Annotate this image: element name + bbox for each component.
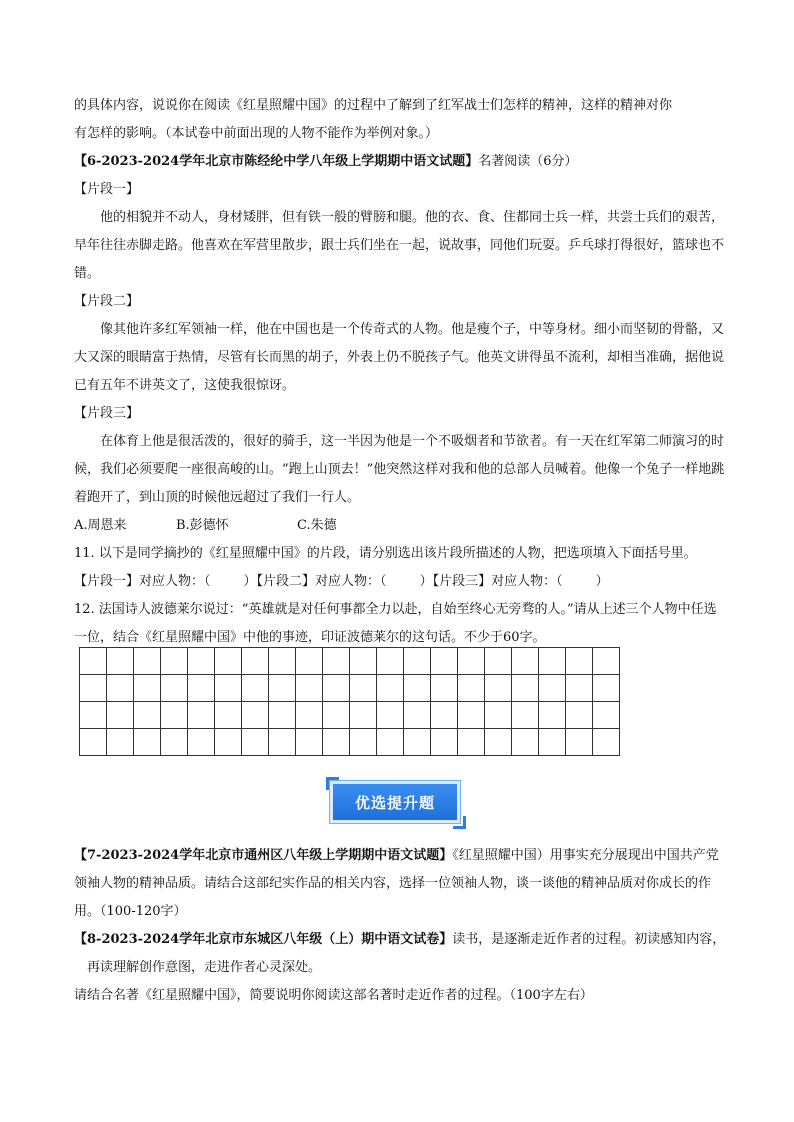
fragment-2-label: 【片段二】 (74, 294, 140, 309)
grid-cell[interactable] (377, 702, 404, 729)
grid-cell[interactable] (566, 675, 593, 702)
q6-heading (74, 148, 726, 176)
grid-cell[interactable] (134, 702, 161, 729)
grid-cell[interactable] (161, 729, 188, 756)
grid-cell[interactable] (80, 729, 107, 756)
grid-cell[interactable] (404, 702, 431, 729)
grid-cell[interactable] (134, 729, 161, 756)
grid-cell[interactable] (485, 702, 512, 729)
grid-cell[interactable] (107, 729, 134, 756)
q7-source: 【7-2023-2024学年北京市通州区八年级上学期期中语文试题】 (74, 848, 453, 863)
question-7 (74, 842, 726, 926)
option-a: A.周恩来 (74, 518, 127, 533)
grid-cell[interactable] (539, 675, 566, 702)
grid-cell[interactable] (458, 702, 485, 729)
grid-cell[interactable] (80, 648, 107, 675)
grid-cell[interactable] (296, 702, 323, 729)
grid-cell[interactable] (593, 648, 620, 675)
grid-cell[interactable] (566, 702, 593, 729)
grid-cell[interactable] (215, 729, 242, 756)
question-8-prompt: 请结合名著《红星照耀中国》，简要说明你阅读这部名著时走近作者的过程。（100字左右） (74, 988, 593, 1003)
question-12: 12. 法国诗人波德莱尔说过：“英雄就是对任何事都全力以赴，自始至终心无旁骛的人。”请从上述三个人物中任选一位，结合《红星照耀中国》中他的事迹，印证波德莱尔的这句话。不少于60字。 (74, 602, 717, 645)
grid-cell[interactable] (512, 702, 539, 729)
grid-cell[interactable] (431, 702, 458, 729)
grid-cell[interactable] (539, 648, 566, 675)
grid-cell[interactable] (593, 702, 620, 729)
grid-cell[interactable] (269, 675, 296, 702)
q6-source: 【6-2023-2024学年北京市陈经纶中学八年级上学期期中语文试题】 (74, 154, 479, 169)
grid-cell[interactable] (188, 702, 215, 729)
grid-cell[interactable] (107, 702, 134, 729)
grid-cell[interactable] (350, 729, 377, 756)
grid-cell[interactable] (242, 675, 269, 702)
grid-cell[interactable] (458, 675, 485, 702)
question-8 (74, 926, 726, 982)
grid-cell[interactable] (350, 648, 377, 675)
q7-text: 《红星照耀中国）用事实充分展现出中国共产党领袖人物的精神品质。请结合这部纪实作品的相关内容，选择一位领袖人物，谈一谈他的精神品质对你成长的作用。（100-120字） (74, 848, 719, 919)
answer-grid[interactable] (79, 647, 620, 756)
grid-cell[interactable] (539, 729, 566, 756)
grid-cell[interactable] (566, 729, 593, 756)
intro-line-2: 有怎样的影响。（本试卷中前面出现的人物不能作为举例对象。） (74, 126, 439, 141)
grid-cell[interactable] (242, 702, 269, 729)
option-b: B.彭德怀 (176, 518, 229, 533)
grid-cell[interactable] (215, 675, 242, 702)
grid-cell[interactable] (80, 675, 107, 702)
grid-cell[interactable] (566, 648, 593, 675)
grid-cell[interactable] (215, 648, 242, 675)
grid-cell[interactable] (107, 675, 134, 702)
grid-cell[interactable] (593, 729, 620, 756)
grid-cell[interactable] (296, 648, 323, 675)
q8-text: 读书，是逐渐走近作者的过程。初读感知内容，再读理解创作意图，走进作者心灵深处。 (87, 932, 726, 975)
grid-cell[interactable] (350, 702, 377, 729)
grid-cell[interactable] (512, 729, 539, 756)
grid-cell[interactable] (323, 702, 350, 729)
grid-cell[interactable] (161, 702, 188, 729)
grid-cell[interactable] (188, 648, 215, 675)
option-c: C.朱德 (297, 518, 337, 533)
banner-label: 优选提升题 (330, 781, 460, 823)
fragment-3-label: 【片段三】 (74, 406, 140, 421)
grid-cell[interactable] (593, 675, 620, 702)
grid-cell[interactable] (404, 648, 431, 675)
grid-cell[interactable] (161, 675, 188, 702)
grid-cell[interactable] (323, 648, 350, 675)
grid-cell[interactable] (215, 702, 242, 729)
grid-cell[interactable] (296, 675, 323, 702)
grid-cell[interactable] (458, 729, 485, 756)
lower-section (74, 842, 726, 1010)
grid-cell[interactable] (485, 675, 512, 702)
grid-cell[interactable] (269, 729, 296, 756)
grid-cell[interactable] (107, 648, 134, 675)
grid-cell[interactable] (404, 729, 431, 756)
grid-cell[interactable] (80, 702, 107, 729)
grid-cell[interactable] (242, 729, 269, 756)
grid-cell[interactable] (377, 648, 404, 675)
grid-cell[interactable] (242, 648, 269, 675)
grid-cell[interactable] (431, 729, 458, 756)
banner-corner-bottom-right (453, 816, 466, 829)
grid-cell[interactable] (431, 675, 458, 702)
grid-cell[interactable] (188, 729, 215, 756)
answer-options (74, 512, 726, 540)
grid-cell[interactable] (134, 675, 161, 702)
grid-cell[interactable] (323, 675, 350, 702)
grid-cell[interactable] (458, 648, 485, 675)
grid-cell[interactable] (485, 648, 512, 675)
fragment-1-label: 【片段一】 (74, 182, 140, 197)
q8-source: 【8-2023-2024学年北京市东城区八年级（上）期中语文试卷】 (74, 932, 453, 947)
question-11: 11. 以下是同学摘抄的《红星照耀中国》的片段，请分别选出该片段所描述的人物，把选项填入下面括号里。 (74, 546, 697, 561)
fragment-1-text: 他的相貌并不动人，身材矮胖，但有铁一般的臂膀和腿。他的衣、食、住都同士兵一样，共尝士兵们的艰苦，早年往往赤脚走路。他喜欢在军营里散步，跟士兵们坐在一起，说故事，同他们玩耍。乒乓球打得很好，篮球也不错。 (74, 210, 725, 281)
grid-cell[interactable] (512, 648, 539, 675)
grid-cell[interactable] (296, 729, 323, 756)
question-11-answer-line: 【片段一】对应人物：（ ）【片段二】对应人物：（ ）【片段三】对应人物：（ ） (74, 574, 609, 589)
intro-line-1: 的具体内容，说说你在阅读《红星照耀中国》的过程中了解到了红军战士们怎样的精神，这样的精神对你 (74, 98, 673, 113)
grid-cell[interactable] (323, 729, 350, 756)
fragment-2-text: 像其他许多红军领袖一样，他在中国也是一个传奇式的人物。他是瘦个子，中等身材。细小而坚韧的骨骼，又大又深的眼睛富于热情，尽管有长而黑的胡子，外表上仍不脱孩子气。他英文讲得虽不流利，却相当准确，据他说已有五年不讲英文了，这使我很惊讶。 (74, 322, 725, 393)
grid-cell[interactable] (377, 729, 404, 756)
grid-cell[interactable] (161, 648, 188, 675)
grid-cell[interactable] (404, 675, 431, 702)
grid-cell[interactable] (269, 648, 296, 675)
grid-cell[interactable] (512, 675, 539, 702)
grid-cell[interactable] (134, 648, 161, 675)
banner (330, 779, 464, 827)
grid-cell[interactable] (350, 675, 377, 702)
grid-cell[interactable] (539, 702, 566, 729)
grid-cell[interactable] (269, 702, 296, 729)
q6-tail: 名著阅读（6分） (478, 154, 578, 169)
grid-cell[interactable] (377, 675, 404, 702)
fragment-3-text: 在体育上他是很活泼的，很好的骑手，这一半因为他是一个不吸烟者和节欲者。有一天在红军第二师演习的时候，我们必须要爬一座很高峻的山。“跑上山顶去！”他突然这样对我和他的总部人员喊着。他像一个兔子一样地跳着跑开了，到山顶的时候他远超过了我们一行人。 (74, 434, 725, 505)
grid-cell[interactable] (485, 729, 512, 756)
grid-cell[interactable] (188, 675, 215, 702)
grid-cell[interactable] (431, 648, 458, 675)
document-page (74, 92, 726, 652)
